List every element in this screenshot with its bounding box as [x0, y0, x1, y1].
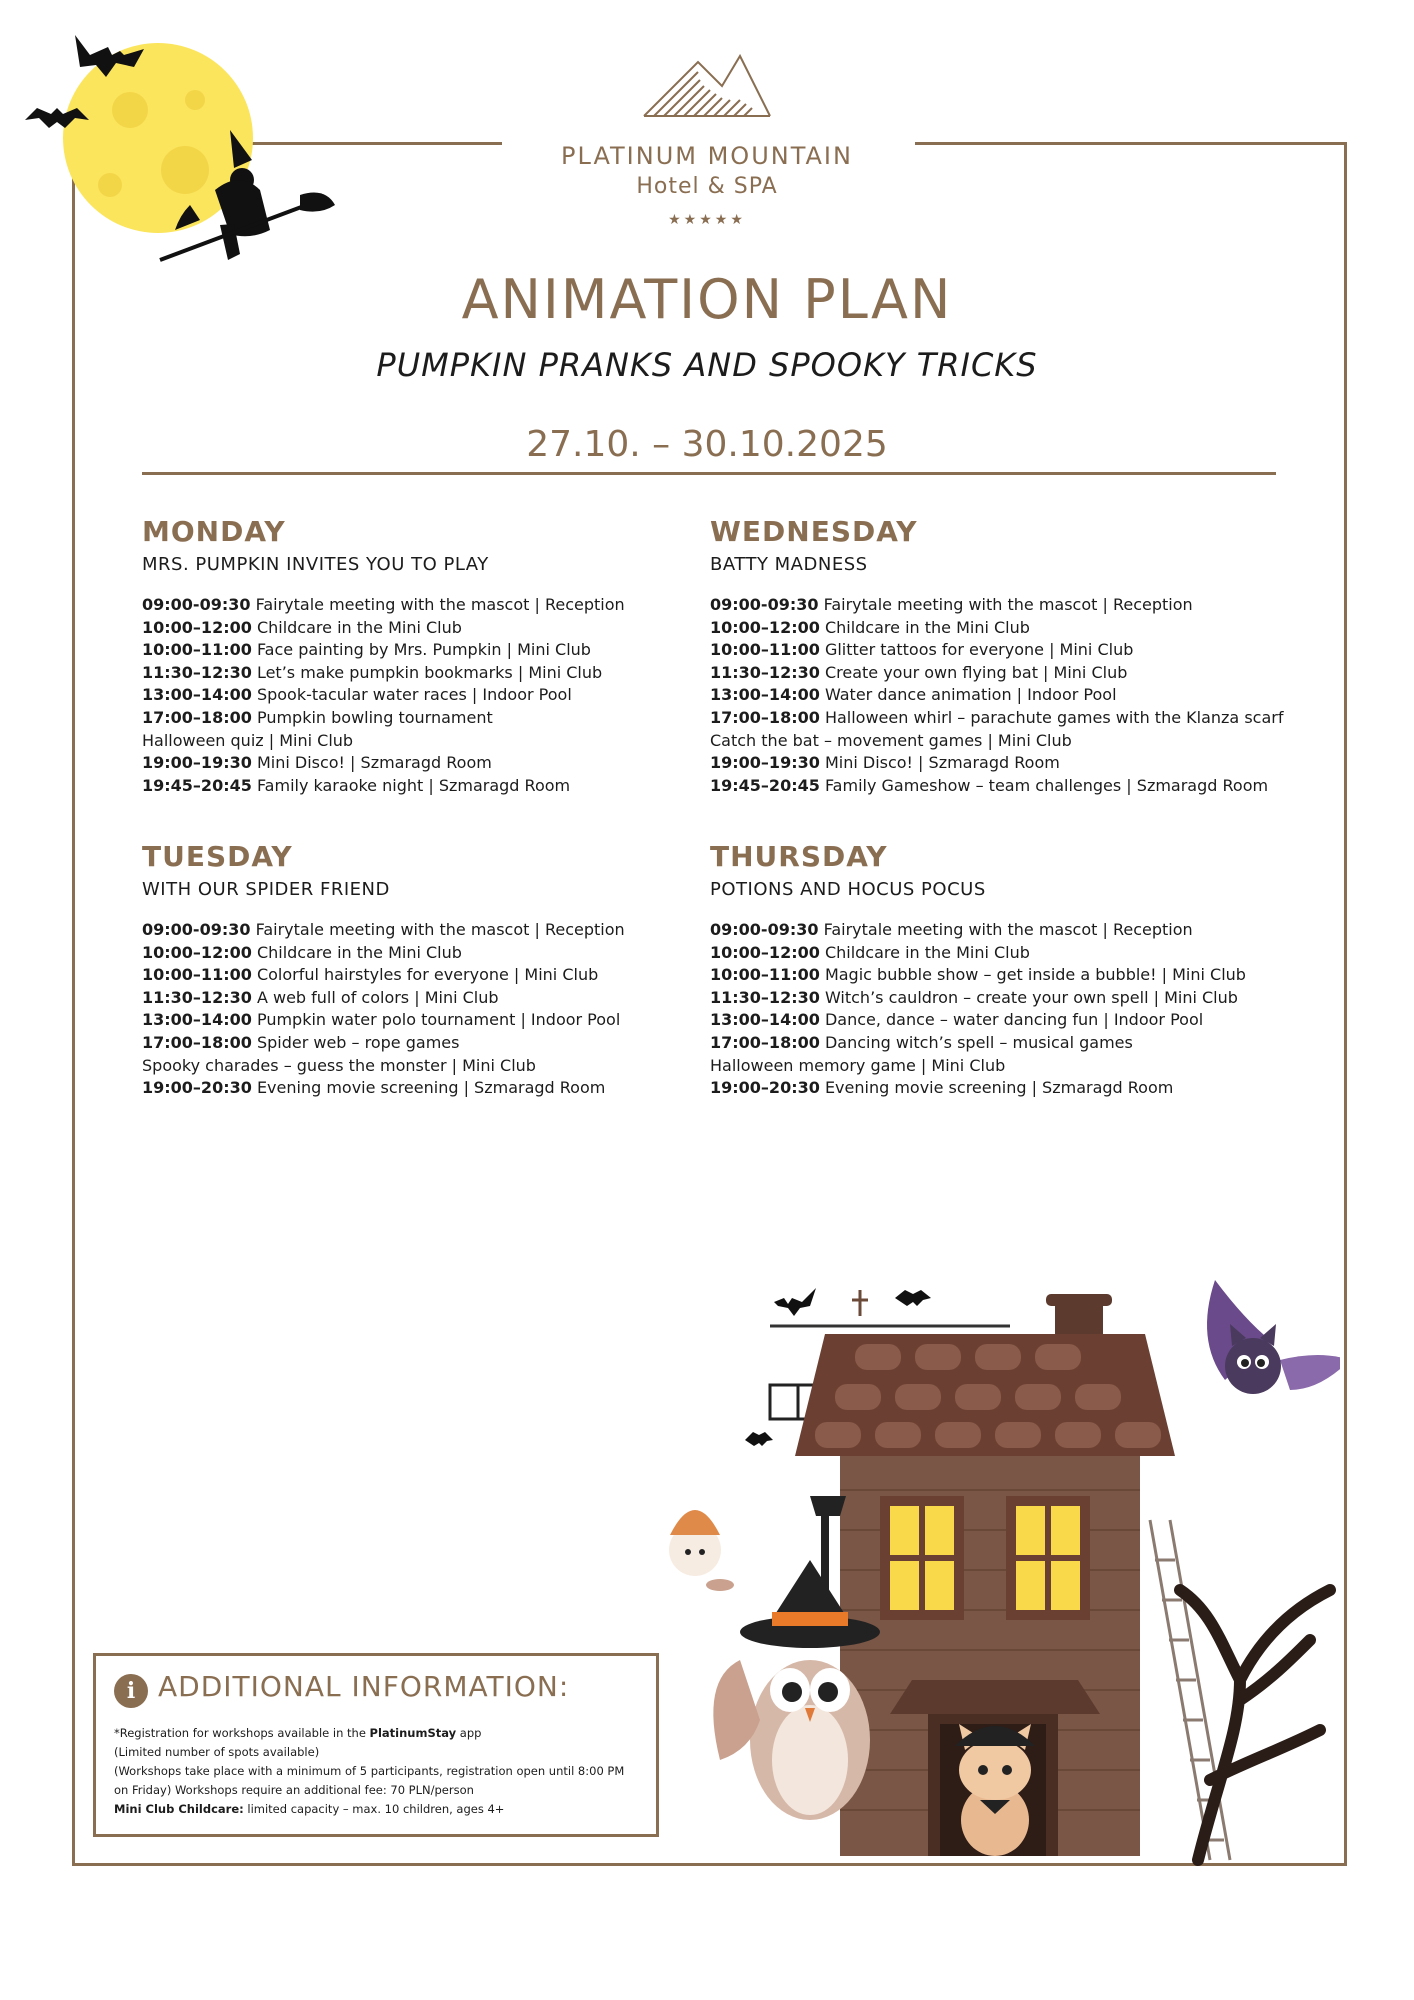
event-text: Family karaoke night | Szmaragd Room: [251, 775, 571, 795]
event-row: [142, 752, 732, 775]
event-time: 09:00-09:30: [142, 920, 251, 939]
event-time: 10:00–11:00: [710, 640, 820, 660]
event-row: [142, 730, 732, 753]
event-time: 17:00–18:00: [142, 1032, 252, 1052]
info-line: on Friday) Workshops require an additional fee: 70 PLN/person: [114, 1783, 474, 1797]
event-text: Pumpkin bowling tournament: [251, 707, 493, 727]
frame-right: [1344, 142, 1347, 1866]
haunted-house-illustration: [650, 1260, 1340, 1870]
event-row: [710, 919, 1330, 942]
event-time: 10:00–12:00: [710, 942, 820, 962]
event-row: [710, 775, 1350, 798]
event-row: [142, 775, 732, 798]
event-text: Dance, dance – water dancing fun | Indoor Pool: [819, 1010, 1204, 1030]
event-row: [142, 1055, 732, 1078]
event-time: 10:00–11:00: [142, 965, 252, 985]
event-row: [142, 617, 732, 640]
additional-info-box: [93, 1653, 659, 1837]
event-row: [142, 942, 732, 965]
event-row: [710, 662, 1350, 685]
event-time: 19:00–20:30: [142, 1078, 252, 1098]
day-theme: WITH OUR SPIDER FRIEND: [142, 879, 390, 900]
event-list: [142, 919, 732, 1100]
date-range: 27.10. – 30.10.2025: [526, 424, 888, 465]
event-row: [142, 594, 732, 617]
event-time: 13:00–14:00: [710, 685, 820, 705]
event-list: [710, 919, 1330, 1100]
brand-stars: ★★★★★: [668, 212, 746, 228]
event-text: Spider web – rope games: [251, 1032, 460, 1052]
day-monday: [142, 514, 732, 797]
brand-name: PLATINUM MOUNTAIN: [561, 142, 853, 170]
event-text: Spook-tacular water races | Indoor Pool: [251, 685, 572, 705]
event-text: Glitter tattoos for everyone | Mini Club: [819, 640, 1134, 660]
info-title: ADDITIONAL INFORMATION:: [158, 1670, 570, 1703]
event-time: 13:00–14:00: [142, 685, 252, 705]
event-text: Fairytale meeting with the mascot | Reception: [250, 595, 625, 614]
event-text: Evening movie screening | Szmaragd Room: [251, 1078, 606, 1098]
event-time: 13:00–14:00: [142, 1010, 252, 1030]
event-row: [142, 1077, 732, 1100]
frame-left: [72, 142, 75, 1866]
event-row: [710, 964, 1330, 987]
event-text: Childcare in the Mini Club: [251, 617, 462, 637]
event-time: 11:30–12:30: [710, 987, 820, 1007]
event-time: 13:00–14:00: [710, 1010, 820, 1030]
event-time: 11:30–12:30: [142, 987, 252, 1007]
event-time: 09:00-09:30: [710, 920, 819, 939]
event-text: Fairytale meeting with the mascot | Reception: [818, 920, 1193, 939]
day-tuesday: [142, 839, 732, 1100]
event-time: 11:30–12:30: [710, 662, 820, 682]
event-list: [710, 594, 1350, 797]
event-row: [710, 594, 1350, 617]
mountain-logo-icon: [640, 52, 774, 120]
bat-icon: [895, 1290, 931, 1306]
event-row: [710, 684, 1350, 707]
title-divider: [142, 472, 1276, 475]
event-time: 19:45–20:45: [142, 775, 252, 795]
event-text: Magic bubble show – get inside a bubble! | Mini Club: [819, 965, 1246, 985]
event-row: [142, 639, 732, 662]
info-icon: i: [114, 1674, 148, 1708]
info-line: (Workshops take place with a minimum of 5 participants, registration open until 8:00 PM: [114, 1764, 625, 1778]
day-theme: POTIONS AND HOCUS POCUS: [710, 879, 986, 900]
event-row: [142, 987, 732, 1010]
event-text: Face painting by Mrs. Pumpkin | Mini Club: [251, 640, 591, 660]
brand-subtitle: Hotel & SPA: [636, 174, 778, 199]
bat-icon: [745, 1432, 773, 1446]
event-text: A web full of colors | Mini Club: [251, 987, 499, 1007]
event-row: [142, 919, 732, 942]
info-line: Mini Club Childcare: limited capacity – max. 10 children, ages 4+: [114, 1802, 505, 1816]
event-text: Mini Disco! | Szmaragd Room: [251, 753, 492, 773]
event-text: Let’s make pumpkin bookmarks | Mini Club: [251, 662, 603, 682]
event-time: 09:00-09:30: [710, 595, 819, 614]
day-name: MONDAY: [142, 515, 286, 548]
event-time: 10:00–12:00: [142, 617, 252, 637]
event-text: Spooky charades – guess the monster | Mini Club: [142, 1055, 536, 1075]
event-text: Fairytale meeting with the mascot | Reception: [818, 595, 1193, 614]
day-thursday: [710, 839, 1330, 1100]
event-text: Dancing witch’s spell – musical games: [819, 1032, 1133, 1052]
event-text: Catch the bat – movement games | Mini Club: [710, 730, 1072, 750]
event-time: 10:00–12:00: [142, 942, 252, 962]
event-time: 17:00–18:00: [710, 707, 820, 727]
event-time: 11:30–12:30: [142, 662, 252, 682]
event-row: [710, 752, 1350, 775]
event-time: 10:00–11:00: [142, 640, 252, 660]
event-row: [710, 1009, 1330, 1032]
event-text: Pumpkin water polo tournament | Indoor Pool: [251, 1010, 621, 1030]
event-text: Water dance animation | Indoor Pool: [819, 685, 1117, 705]
day-name: WEDNESDAY: [710, 515, 918, 548]
event-text: Create your own flying bat | Mini Club: [819, 662, 1128, 682]
event-time: 17:00–18:00: [142, 707, 252, 727]
event-text: Childcare in the Mini Club: [819, 942, 1030, 962]
event-row: [710, 639, 1350, 662]
event-row: [710, 1077, 1330, 1100]
page-title: ANIMATION PLAN: [461, 268, 953, 331]
event-time: 19:00–19:30: [142, 753, 252, 773]
event-row: [710, 707, 1350, 730]
event-text: Halloween quiz | Mini Club: [142, 730, 354, 750]
info-line: *Registration for workshops available in the PlatinumStay app: [114, 1726, 482, 1740]
puppy-witch-icon: [669, 1510, 734, 1591]
event-row: [710, 730, 1350, 753]
event-time: 10:00–12:00: [710, 617, 820, 637]
info-lines: [114, 1724, 654, 1819]
event-row: [710, 617, 1350, 640]
event-row: [710, 1055, 1330, 1078]
event-row: [142, 684, 732, 707]
event-time: 10:00–11:00: [710, 965, 820, 985]
event-row: [142, 1009, 732, 1032]
event-text: Family Gameshow – team challenges | Szmaragd Room: [819, 775, 1269, 795]
event-row: [710, 942, 1330, 965]
event-text: Colorful hairstyles for everyone | Mini Club: [251, 965, 599, 985]
info-line: (Limited number of spots available): [114, 1745, 320, 1759]
day-theme: MRS. PUMPKIN INVITES YOU TO PLAY: [142, 554, 489, 575]
event-row: [142, 662, 732, 685]
event-row: [710, 1032, 1330, 1055]
event-text: Mini Disco! | Szmaragd Room: [819, 753, 1060, 773]
event-text: Witch’s cauldron – create your own spell | Mini Club: [819, 987, 1238, 1007]
event-text: Halloween memory game | Mini Club: [710, 1055, 1006, 1075]
event-text: Childcare in the Mini Club: [251, 942, 462, 962]
event-list: [142, 594, 732, 797]
day-name: TUESDAY: [142, 840, 293, 873]
event-time: 17:00–18:00: [710, 1032, 820, 1052]
day-name: THURSDAY: [710, 840, 888, 873]
page-subtitle: PUMPKIN PRANKS AND SPOOKY TRICKS: [376, 346, 1038, 384]
event-row: [142, 1032, 732, 1055]
bat-icon: [760, 1288, 816, 1316]
event-time: 09:00-09:30: [142, 595, 251, 614]
event-row: [142, 964, 732, 987]
event-row: [710, 987, 1330, 1010]
event-text: Evening movie screening | Szmaragd Room: [819, 1078, 1174, 1098]
event-text: Fairytale meeting with the mascot | Reception: [250, 920, 625, 939]
event-text: Halloween whirl – parachute games with the Klanza scarf: [819, 707, 1284, 727]
event-time: 19:00–19:30: [710, 753, 820, 773]
day-wednesday: [710, 514, 1350, 797]
event-text: Childcare in the Mini Club: [819, 617, 1030, 637]
day-theme: BATTY MADNESS: [710, 554, 868, 575]
event-row: [142, 707, 732, 730]
event-time: 19:45–20:45: [710, 775, 820, 795]
event-time: 19:00–20:30: [710, 1078, 820, 1098]
cute-bat-icon: [1207, 1280, 1340, 1394]
